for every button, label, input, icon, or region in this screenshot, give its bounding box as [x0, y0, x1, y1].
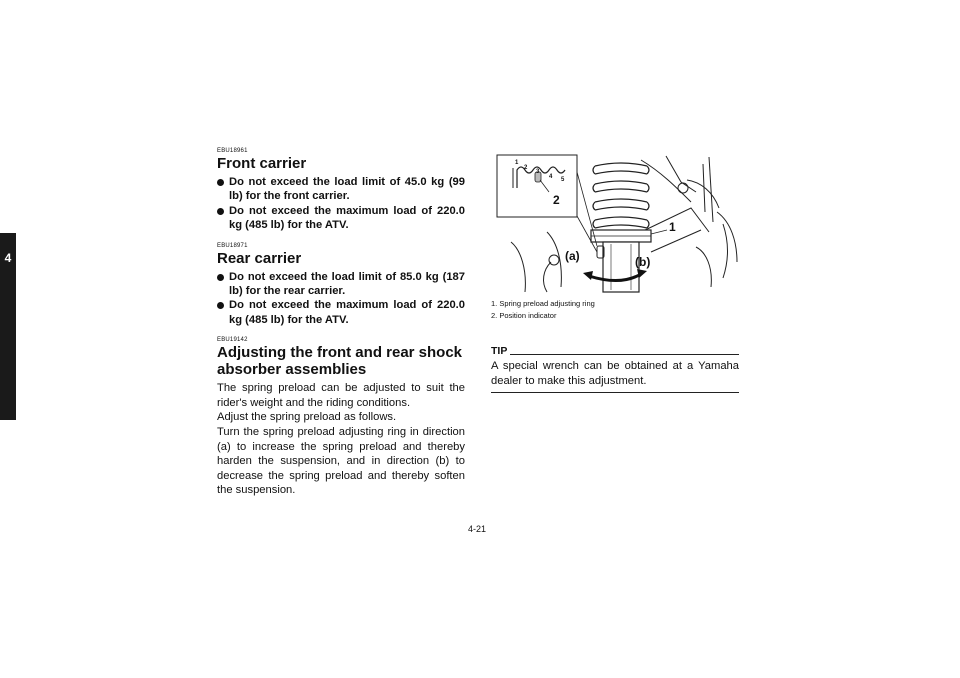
bullet-icon: [217, 274, 224, 281]
chapter-tab: [0, 233, 16, 420]
shock-absorber-drawing: [491, 152, 739, 294]
section-code: EBU18961: [217, 148, 248, 154]
warning-item: [217, 204, 465, 233]
right-column: [491, 152, 739, 393]
tip-box: [491, 346, 739, 393]
tip-end-rule: [491, 392, 739, 393]
figure-label-b: (b): [635, 255, 651, 269]
warning-list: [217, 175, 465, 233]
section-code: EBU19142: [217, 337, 248, 344]
scale-mark: 5: [561, 177, 565, 183]
bullet-icon: [217, 179, 224, 186]
warning-text: Do not exceed the maximum load of 220.0 kg (485 lb) for the ATV.: [229, 299, 465, 326]
tip-label: TIP: [491, 345, 508, 357]
tip-header: [491, 346, 739, 357]
figure-label-2: 2: [553, 193, 560, 207]
scale-mark: 1: [515, 160, 519, 166]
warning-text: Do not exceed the load limit of 45.0 kg (99 lb) for the front carrier.: [229, 176, 465, 203]
section-title: Rear carrier: [217, 249, 302, 267]
shock-absorber-illustration: [491, 152, 739, 294]
bullet-icon: [217, 302, 224, 309]
warning-item: [217, 175, 465, 204]
scale-mark: 3: [536, 169, 540, 175]
warning-item: [217, 298, 465, 327]
section-title: Front carrier: [217, 155, 307, 172]
warning-item: [217, 270, 465, 299]
warning-text: Do not exceed the maximum load of 220.0 kg (485 lb) for the ATV.: [229, 204, 465, 232]
caption-item: 1. Spring preload adjusting ring: [491, 299, 595, 308]
figure-label-1: 1: [669, 220, 676, 234]
warning-list: [217, 270, 465, 328]
tip-text: A special wrench can be obtained at a Yamaha dealer to make this adjustment.: [491, 360, 739, 387]
page-number: 4-21: [468, 524, 487, 534]
figure-captions: [491, 298, 739, 321]
bullet-icon: [217, 208, 224, 215]
chapter-tab-number: 4: [4, 251, 12, 265]
section-shock-adjustment: [217, 337, 465, 498]
tip-rule: [510, 354, 739, 355]
warning-text: Do not exceed the load limit of 85.0 kg (187 lb) for the rear carrier.: [229, 270, 465, 298]
section-code: EBU18971: [217, 242, 248, 249]
scale-mark: 4: [549, 174, 553, 180]
body-paragraph: The spring preload can be adjusted to suit the rider's weight and the riding conditions.: [217, 382, 465, 409]
left-column: [217, 148, 465, 498]
figure-label-a: (a): [565, 249, 580, 263]
section-rear-carrier: [217, 243, 465, 328]
section-title: Adjusting the front and rear shock absorber assemblies: [217, 344, 463, 379]
scale-mark: 2: [524, 165, 528, 171]
body-paragraph: Turn the spring preload adjusting ring in direction (a) to increase the spring preload and thereby harden the suspension, and in direction (b) to decrease the spring preload and thereby soften the suspension.: [217, 426, 465, 497]
body-paragraph: Adjust the spring preload as follows.: [217, 411, 397, 424]
section-front-carrier: [217, 148, 465, 233]
caption-item: 2. Position indicator: [491, 310, 557, 320]
